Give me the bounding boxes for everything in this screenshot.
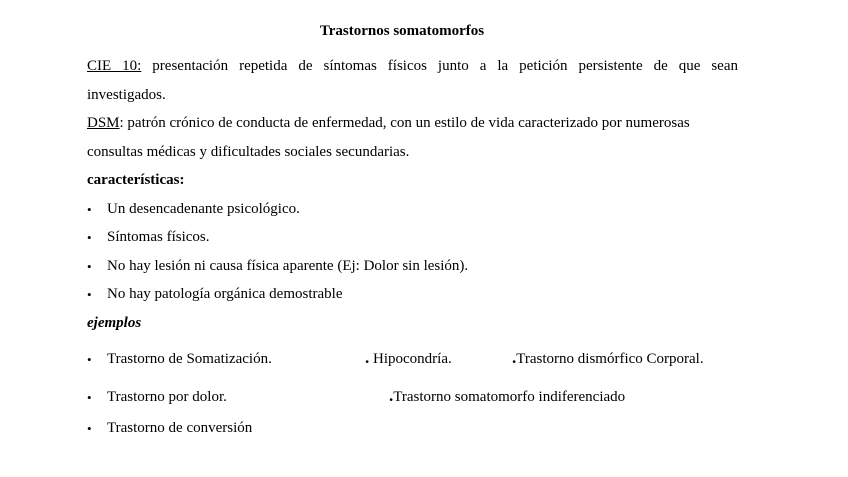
bullet-icon: • bbox=[87, 259, 92, 274]
ejemplo-item-inline bbox=[389, 386, 625, 406]
ejemplo-item-inline bbox=[512, 348, 704, 368]
ejemplo-item-inline bbox=[365, 348, 452, 368]
bullet-icon: • bbox=[87, 287, 92, 302]
caracteristica-item: No hay lesión ni causa física aparente (Ej: Dolor sin lesión). bbox=[107, 258, 469, 274]
ejemplo-item: Hipocondría. bbox=[373, 351, 452, 367]
caracteristica-item: No hay patología orgánica demostrable bbox=[107, 286, 343, 302]
bullet-icon: • bbox=[87, 202, 92, 217]
caracteristicas-heading: características: bbox=[87, 172, 185, 188]
dot-icon: . bbox=[389, 386, 394, 405]
ejemplo-item: Trastorno por dolor. bbox=[107, 389, 227, 405]
ejemplo-item: Trastorno somatomorfo indiferenciado bbox=[393, 389, 626, 405]
ejemplo-item: Trastorno de Somatización. bbox=[107, 351, 272, 367]
caracteristica-item: Síntomas físicos. bbox=[107, 229, 210, 245]
cie-label: CIE 10: bbox=[87, 58, 142, 74]
dot-icon: . bbox=[365, 348, 370, 367]
cie-definition-line2: investigados. bbox=[87, 87, 166, 103]
bullet-icon: • bbox=[87, 352, 92, 367]
cie-text-1: presentación repetida de síntomas físicos junto a la petición persistente de que sean bbox=[152, 58, 738, 74]
bullet-icon: • bbox=[87, 390, 92, 405]
bullet-icon: • bbox=[87, 421, 92, 436]
page-title: Trastornos somatomorfos bbox=[319, 23, 485, 39]
dot-icon: . bbox=[512, 348, 517, 367]
cie-definition-line1 bbox=[87, 58, 738, 75]
ejemplo-item: Trastorno dismórfico Corporal. bbox=[516, 351, 704, 367]
dsm-definition-line2: consultas médicas y dificultades sociales secundarias. bbox=[87, 144, 410, 160]
caracteristica-item: Un desencadenante psicológico. bbox=[107, 201, 300, 217]
dsm-text-1: : patrón crónico de conducta de enfermedad, con un estilo de vida caracterizado por numerosas bbox=[119, 115, 690, 131]
dsm-label: DSM bbox=[87, 115, 120, 131]
ejemplos-heading: ejemplos bbox=[87, 315, 142, 331]
dsm-definition-line1 bbox=[87, 115, 690, 132]
ejemplo-item: Trastorno de conversión bbox=[107, 420, 253, 436]
bullet-icon: • bbox=[87, 230, 92, 245]
